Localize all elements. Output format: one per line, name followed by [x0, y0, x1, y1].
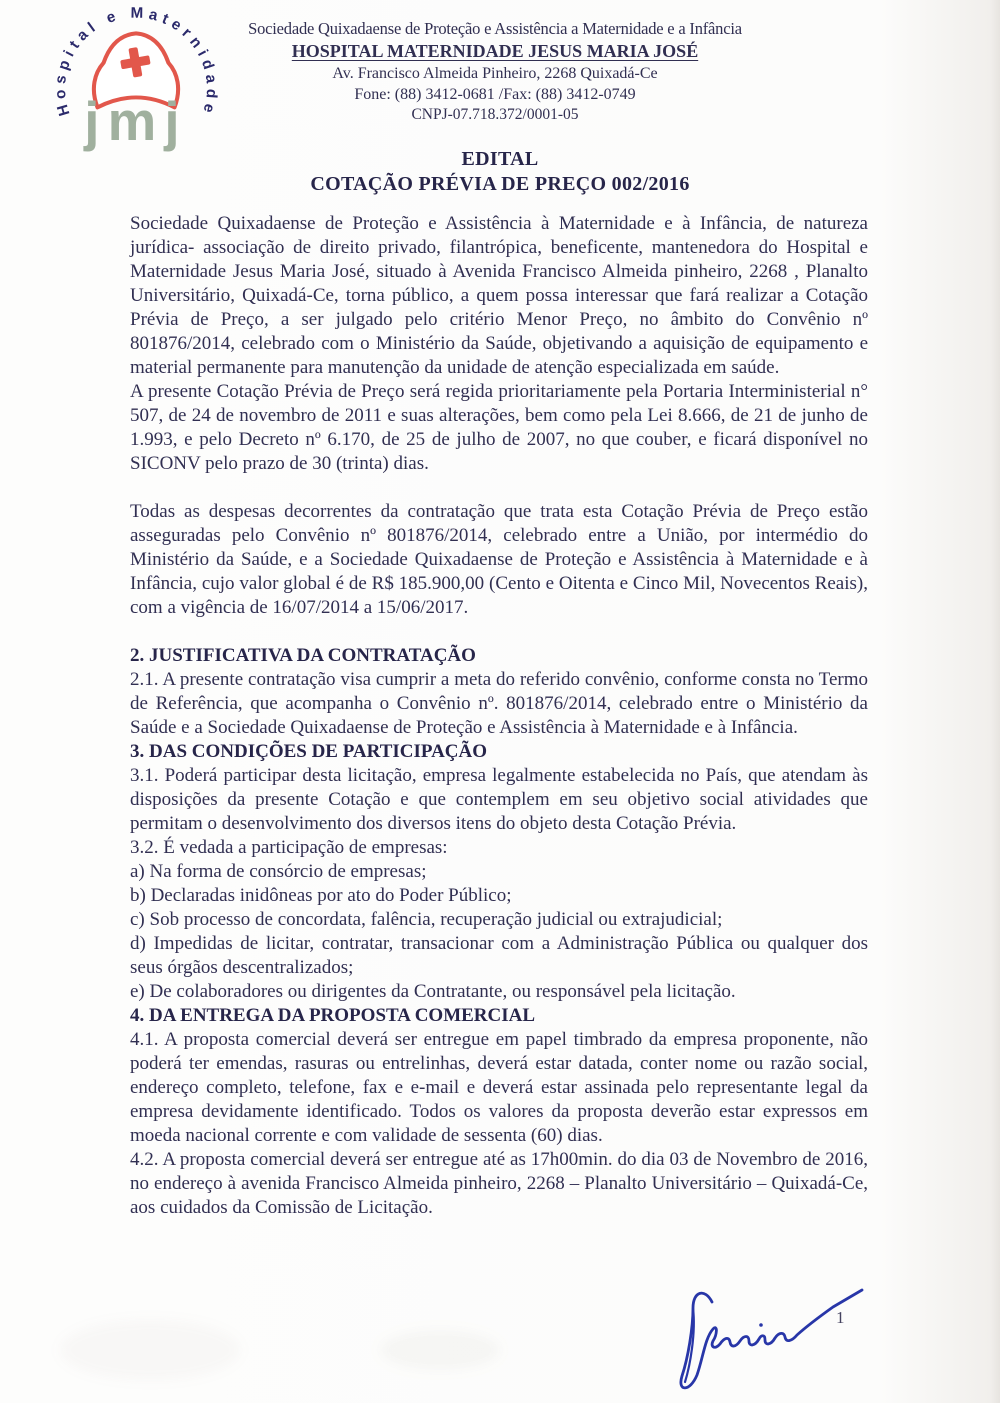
section-3-heading: 3. DAS CONDIÇÕES DE PARTICIPAÇÃO — [130, 741, 488, 762]
clause-4-1: 4.1. A proposta comercial deverá ser entregue em papel timbrado da empresa proponente, não poderá ter emendas, rasuras ou entrelinhas, deverá estar datada, conter nome ou razão social, endereço completo, telefone, fax e e-mail e deverá estar assinada pelo representante legal da empresa devidamente identificado. Todos os valores da proposta deverão estar expressos em moeda nacional corrente e com validade de sessenta (60) dias. — [130, 1029, 868, 1146]
paragraph-preamble: Sociedade Quixadaense de Proteção e Assistência à Maternidade e à Infância, de natureza jurídica- associação de direito privado, filantrópica, beneficente, mantenedora do Hospital e Maternidade Jesus Maria José, situado à Avenida Francisco Almeida pinheiro, 2268 , Planalto Universitário, Quixadá-Ce, torna público, a quem possa interessar que fará realizar a Cotação Prévia de Preço, a ser julgado pelo critério Menor Preço, no âmbito do Convênio nº 801876/2014, celebrado com o Ministério da Saúde, objetivando a aquisição de equipamento e material permanente para manutenção da unidade de atenção especializada em saúde. — [130, 213, 868, 378]
clause-2-1: 2.1. A presente contratação visa cumprir a meta do referido convênio, conforme consta no Termo de Referência, que acompanha o Convênio nº. 801876/2014, celebrado entre o Ministério da Saúde e a Sociedade Quixadaense de Proteção e Assistência à Maternidade e à Infância. — [130, 669, 868, 738]
title-line-cotacao: COTAÇÃO PRÉVIA DE PREÇO 002/2016 — [310, 173, 690, 195]
list-item-c: c) Sob processo de concordata, falência, recuperação judicial ou extrajudicial; — [130, 909, 723, 930]
section-2-heading: 2. JUSTIFICATIVA DA CONTRATAÇÃO — [130, 645, 476, 666]
logo-jmj-text: jmj — [84, 89, 188, 152]
scan-smudge — [380, 1330, 500, 1370]
hospital-name: HOSPITAL MATERNIDADE JESUS MARIA JOSÉ — [291, 41, 699, 62]
logo-arc-text: Hospital e Maternidade — [51, 4, 221, 118]
organization-name: Sociedade Quixadaense de Proteção e Assistência a Maternidade e a Infância — [248, 19, 742, 38]
list-item-b: b) Declaradas inidôneas por ato do Poder Público; — [130, 885, 512, 906]
document-title — [0, 147, 1000, 197]
scan-smudge — [60, 1320, 240, 1380]
list-item-a: a) Na forma de consórcio de empresas; — [130, 861, 427, 882]
clause-3-2: 3.2. É vedada a participação de empresas: — [130, 837, 448, 858]
hospital-cnpj: CNPJ-07.718.372/0001-05 — [411, 106, 579, 124]
clause-3-1: 3.1. Poderá participar desta licitação, empresa legalmente estabelecida no País, que atendam às disposições da presente Cotação e que contemplem em seu objetivo social atividades que permitam o desenvolvimento dos diversos itens do objeto desta Cotação Prévia. — [130, 765, 868, 834]
clause-4-2: 4.2. A proposta comercial deverá ser entregue até as 17h00min. do dia 03 de Novembro de 2016, no endereço à avenida Francisco Almeida pinheiro, 2268 – Planalto Universitário – Quixadá-Ce, aos cuidados da Comissão de Licitação. — [130, 1149, 868, 1218]
letterhead — [0, 0, 1000, 150]
hospital-phone-fax: Fone: (88) 3412-0681 /Fax: (88) 3412-0749 — [354, 85, 636, 103]
section-4-heading: 4. DA ENTREGA DA PROPOSTA COMERCIAL — [130, 1005, 536, 1026]
page-number: 1 — [836, 1308, 845, 1327]
paragraph-funding: Todas as despesas decorrentes da contratação que trata esta Cotação Prévia de Preço estão asseguradas pelo Convênio nº 801876/2014, celebrado entre a União, por intermédio do Ministério da Saúde, e a Sociedade Quixadaense de Proteção e Assistência à Maternidade e à Infância, cujo valor global é de R$ 185.900,00 (Cento e Oitenta e Cinco Mil, Novecentos Reais), com a vigência de 16/07/2014 a 15/06/2017. — [130, 501, 868, 618]
list-item-e: e) De colaboradores ou dirigentes da Contratante, ou responsável pela licitação. — [130, 981, 736, 1002]
hospital-address: Av. Francisco Almeida Pinheiro, 2268 Quixadá-Ce — [332, 65, 658, 83]
paragraph-legal-basis: A presente Cotação Prévia de Preço será regida prioritariamente pela Portaria Interministerial n° 507, de 24 de novembro de 2011 e suas alterações, bem como pela Lei 8.666, de 21 de junho de 1.993, e pelo Decreto nº 6.170, de 25 de julho de 2007, no que couber, e ficará disponível no SICONV pelo prazo de 30 (trinta) dias. — [130, 381, 868, 474]
handwritten-signature — [660, 1278, 875, 1400]
title-line-edital: EDITAL — [461, 148, 539, 170]
hospital-logo — [48, 2, 224, 154]
document-body — [130, 212, 868, 1220]
list-item-d: d) Impedidas de licitar, contratar, transacionar com a Administração Pública ou qualquer dos seus órgãos descentralizados; — [130, 933, 868, 978]
letterhead-text — [205, 18, 785, 125]
